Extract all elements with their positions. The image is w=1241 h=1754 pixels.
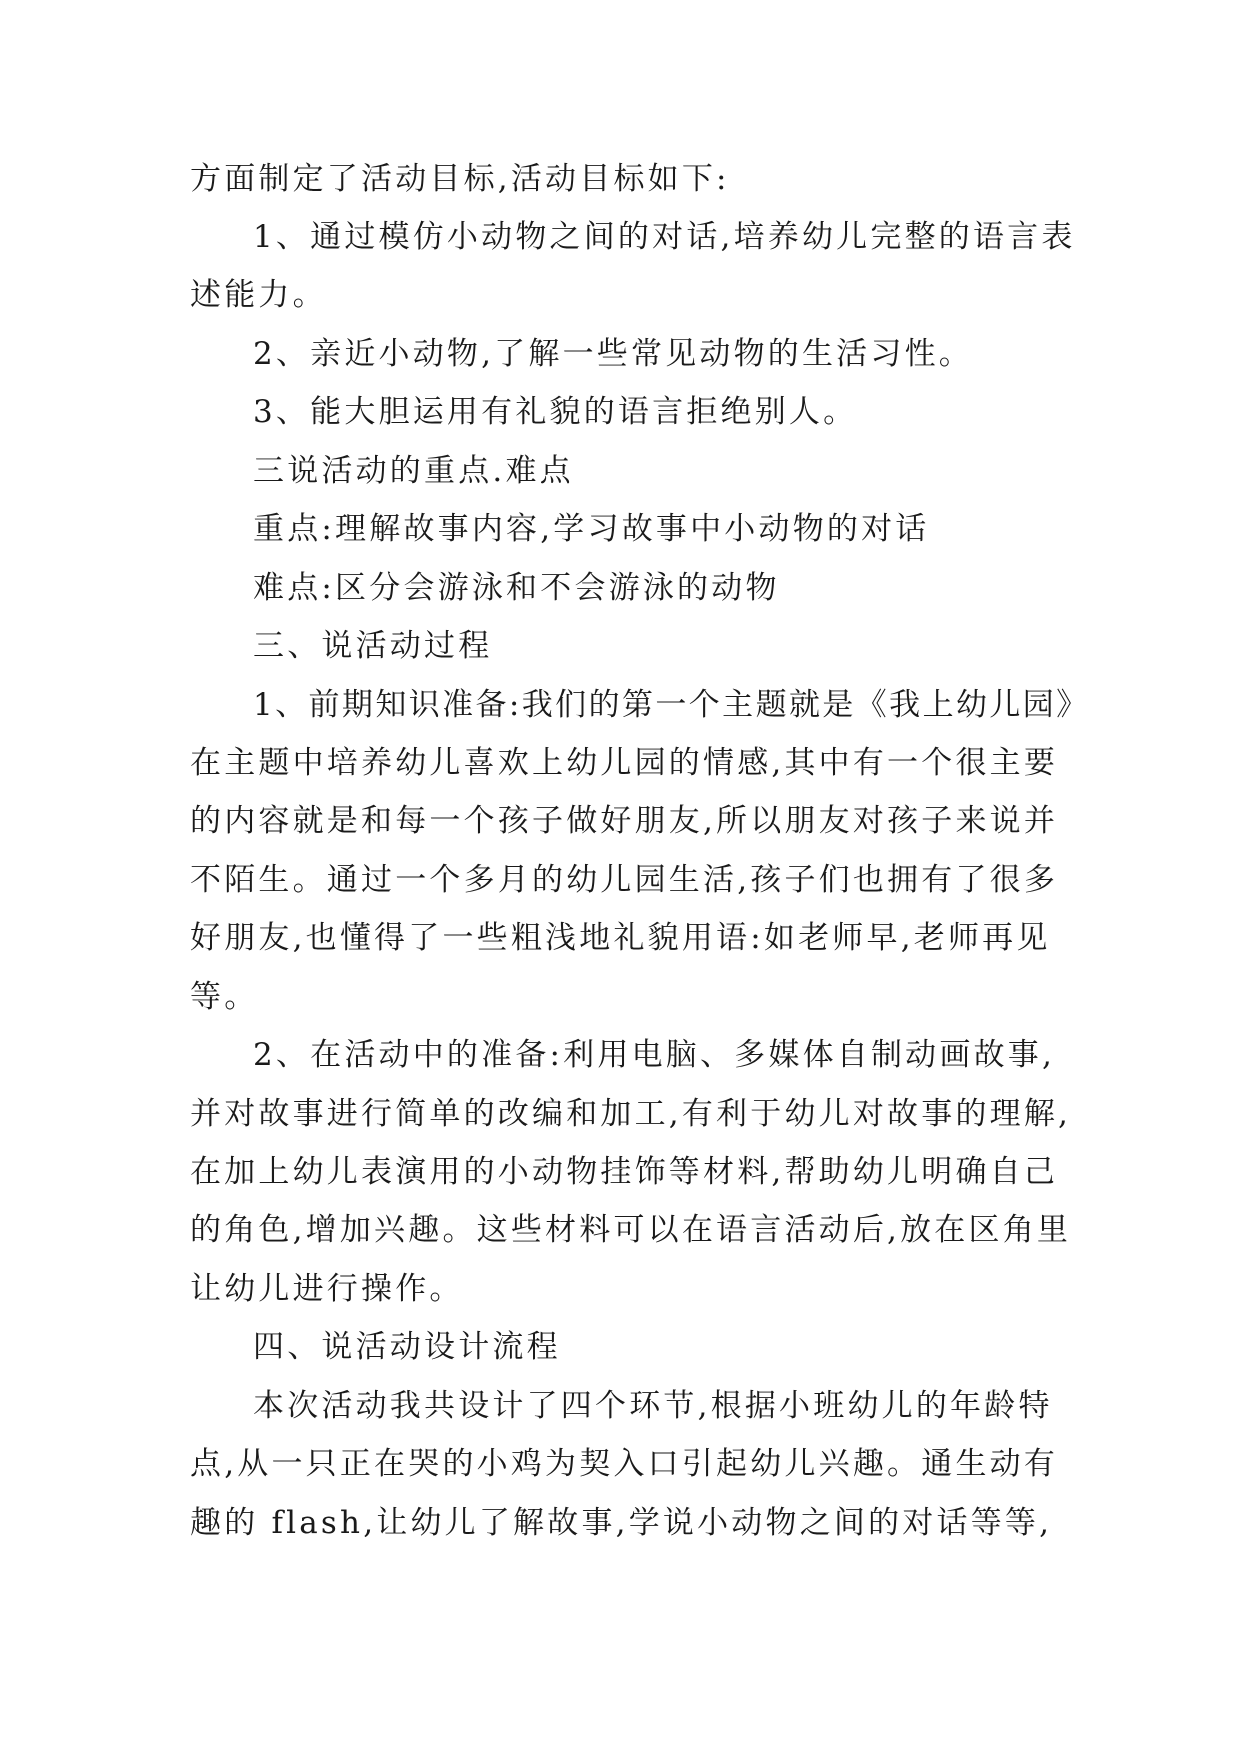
text-line: 等。 — [190, 979, 259, 1015]
text-line: 让幼儿进行操作。 — [190, 1271, 464, 1307]
text-line: 本次活动我共设计了四个环节,根据小班幼儿的年龄特 — [253, 1388, 1053, 1424]
text-line: 重点:理解故事内容,学习故事中小动物的对话 — [253, 511, 930, 547]
text-line: 述能力。 — [190, 277, 327, 313]
text-line: 难点:区分会游泳和不会游泳的动物 — [253, 570, 780, 606]
text-line: 在主题中培养幼儿喜欢上幼儿园的情感,其中有一个很主要 — [190, 745, 1059, 781]
text-line: 的内容就是和每一个孩子做好朋友,所以朋友对孩子来说并 — [190, 803, 1059, 839]
section-heading: 四、说活动设计流程 — [253, 1329, 561, 1365]
section-heading: 三说活动的重点.难点 — [253, 453, 574, 489]
text-line: 方面制定了活动目标,活动目标如下: — [190, 161, 730, 197]
text-line: 趣的 flash,让幼儿了解故事,学说小动物之间的对话等等, — [190, 1505, 1053, 1541]
text-line: 的角色,增加兴趣。这些材料可以在语言活动后,放在区角里 — [190, 1212, 1072, 1248]
text-line: 1、前期知识准备:我们的第一个主题就是《我上幼儿园》 — [253, 687, 1090, 723]
text-line: 3、能大胆运用有礼貌的语言拒绝别人。 — [253, 394, 858, 430]
text-line: 在加上幼儿表演用的小动物挂饰等材料,帮助幼儿明确自己 — [190, 1154, 1059, 1190]
text-line: 1、通过模仿小动物之间的对话,培养幼儿完整的语言表 — [253, 219, 1076, 255]
text-line: 好朋友,也懂得了一些粗浅地礼貌用语:如老师早,老师再见 — [190, 920, 1051, 956]
text-line: 并对故事进行简单的改编和加工,有利于幼儿对故事的理解, — [190, 1096, 1072, 1132]
text-line: 2、亲近小动物,了解一些常见动物的生活习性。 — [253, 336, 973, 372]
text-line: 2、在活动中的准备:利用电脑、多媒体自制动画故事, — [253, 1037, 1056, 1073]
text-line: 不陌生。通过一个多月的幼儿园生活,孩子们也拥有了很多 — [190, 862, 1059, 898]
text-line: 点,从一只正在哭的小鸡为契入口引起幼儿兴趣。通生动有 — [190, 1446, 1059, 1482]
section-heading: 三、说活动过程 — [253, 628, 493, 664]
